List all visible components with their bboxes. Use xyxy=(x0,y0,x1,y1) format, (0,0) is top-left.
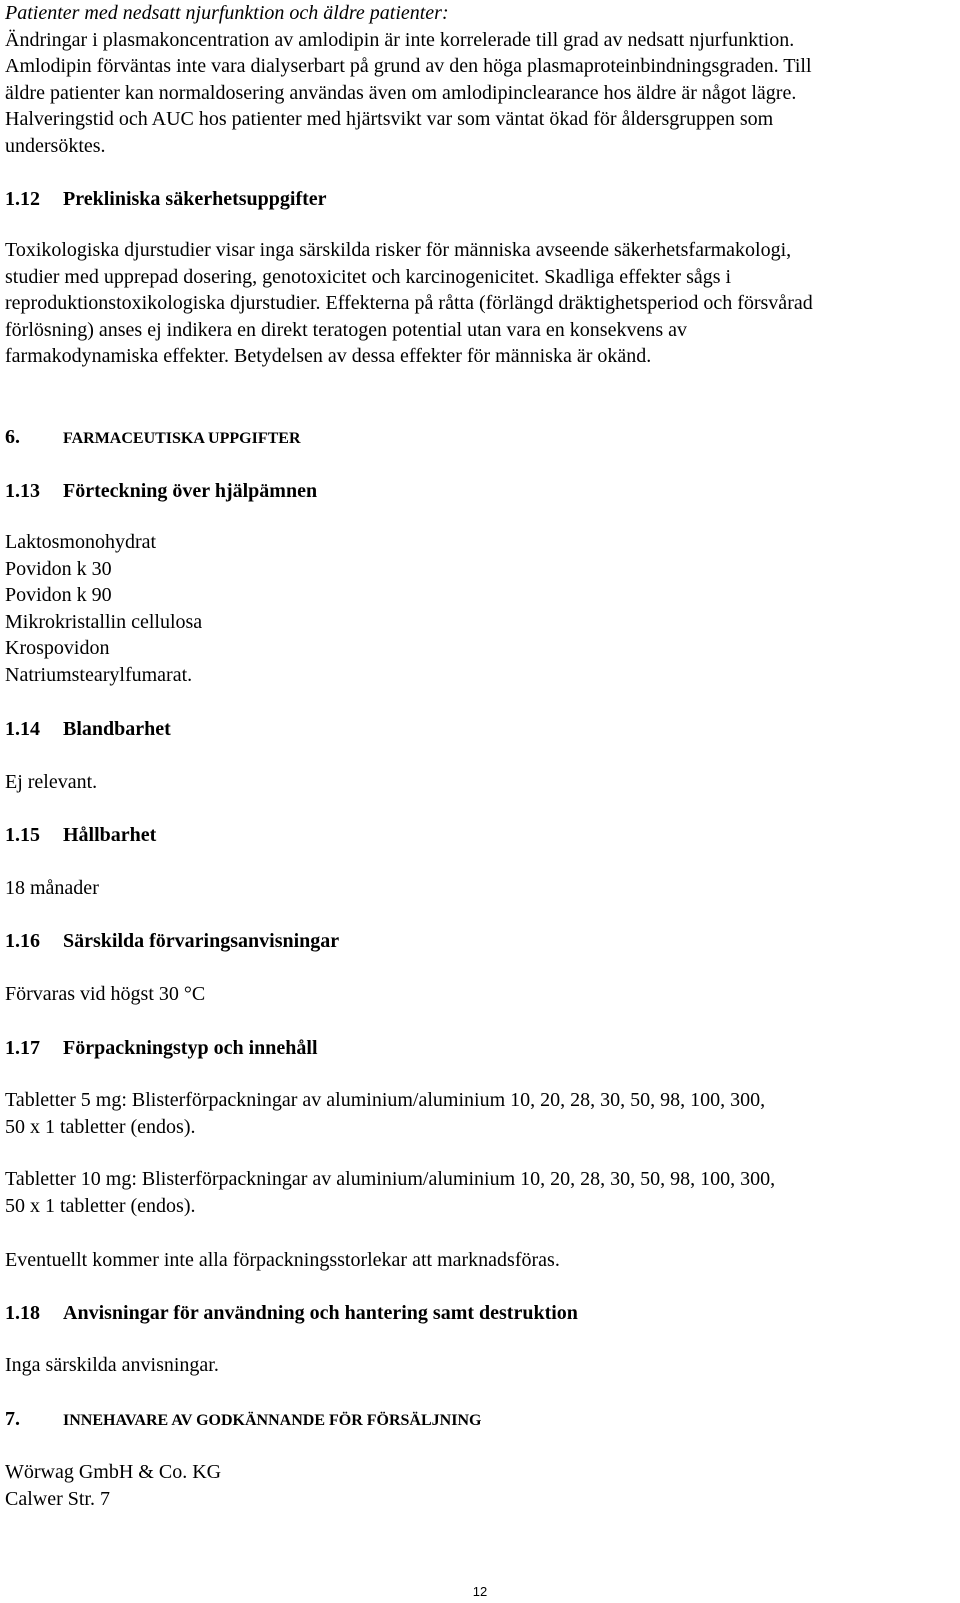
section-number: 1.15 xyxy=(5,824,40,846)
section-number: 1.17 xyxy=(5,1037,40,1059)
handling-text: Inga särskilda anvisningar. xyxy=(5,1354,219,1376)
section-number: 1.12 xyxy=(5,188,40,210)
section-title: FARMACEUTISKA UPPGIFTER xyxy=(63,430,301,447)
intro-line: Ändringar i plasmakoncentration av amlodipin är inte korrelerade till grad av nedsatt njurfunktion. xyxy=(5,28,795,51)
holder-address xyxy=(5,1459,221,1512)
incompatibilities-text: Ej relevant. xyxy=(5,771,98,793)
text-line: Tabletter 10 mg: Blisterförpackningar av aluminium/aluminium 10, 20, 28, 30, 50, 98, 100, 300, xyxy=(5,1168,776,1190)
intro-line: Halveringstid och AUC hos patienter med hjärtsvikt var som väntat ökad för åldersgruppen som xyxy=(5,108,774,130)
text-line: 50 x 1 tabletter (endos). xyxy=(5,1194,196,1217)
section-title: Blandbarhet xyxy=(63,718,171,740)
section-heading-packaging xyxy=(5,1035,318,1061)
text-line: studier med upprepad dosering, genotoxicitet och karcinogenicitet. Skadliga effekter sågs i xyxy=(5,265,732,288)
section-heading-shelf-life xyxy=(5,822,156,848)
text-line: Tabletter 5 mg: Blisterförpackningar av aluminium/aluminium 10, 20, 28, 30, 50, 98, 100, 300, xyxy=(5,1089,766,1111)
intro-line: Amlodipin förväntas inte vara dialyserbart på grund av den höga plasmaproteinbindningsgraden. Till xyxy=(5,55,812,77)
packaging-note: Eventuellt kommer inte alla förpackningsstorlekar att marknadsföras. xyxy=(5,1249,560,1271)
list-item: Mikrokristallin cellulosa xyxy=(5,610,203,633)
section-number: 1.18 xyxy=(5,1302,40,1324)
section-title: Prekliniska säkerhetsuppgifter xyxy=(63,188,327,210)
intro-block xyxy=(5,0,812,159)
section-number: 6. xyxy=(5,426,20,448)
section-heading-storage xyxy=(5,928,339,954)
list-item: Povidon k 90 xyxy=(5,584,112,606)
list-item: Povidon k 30 xyxy=(5,557,112,580)
intro-line: undersöktes. xyxy=(5,134,106,157)
intro-line: äldre patienter kan normaldosering användas även om amlodipinclearance hos äldre är något lägre. xyxy=(5,81,797,104)
text-line: Toxikologiska djurstudier visar inga särskilda risker för människa avseende säkerhetsfarmakologi, xyxy=(5,239,792,261)
storage-text: Förvaras vid högst 30 °C xyxy=(5,983,206,1005)
packaging-5mg xyxy=(5,1087,765,1140)
section-title: Förteckning över hjälpämnen xyxy=(63,480,318,502)
section-number: 7. xyxy=(5,1408,20,1430)
section-heading-handling xyxy=(5,1300,578,1326)
section-title: Anvisningar för användning och hantering samt destruktion xyxy=(63,1302,578,1324)
list-item: Laktosmonohydrat xyxy=(5,531,157,553)
list-item: Natriumstearylfumarat. xyxy=(5,663,193,686)
section-heading-preclinical xyxy=(5,186,327,212)
address-line: Calwer Str. 7 xyxy=(5,1487,110,1510)
page-number: 12 xyxy=(472,1584,488,1599)
list-item: Krospovidon xyxy=(5,637,110,659)
address-line: Wörwag GmbH & Co. KG xyxy=(5,1461,222,1483)
text-line: förlösning) anses ej indikera en direkt teratogen potential utan vara en konsekvens av xyxy=(5,318,687,341)
packaging-10mg xyxy=(5,1166,775,1219)
section-heading-pharmaceutical xyxy=(5,424,301,452)
section-heading-excipients xyxy=(5,478,317,504)
section-title: Förpackningstyp och innehåll xyxy=(63,1037,318,1059)
section-heading-marketing-holder xyxy=(5,1406,481,1434)
section-number: 1.14 xyxy=(5,718,40,740)
text-line: reproduktionstoxikologiska djurstudier. Effekterna på råtta (förlängd dräktighetsperiod och försvårad xyxy=(5,292,813,314)
section-title: Särskilda förvaringsanvisningar xyxy=(63,930,340,952)
intro-title: Patienter med nedsatt njurfunktion och äldre patienter: xyxy=(5,2,449,24)
section-title: INNEHAVARE AV GODKÄNNANDE FÖR FÖRSÄLJNING xyxy=(63,1412,482,1429)
excipient-list xyxy=(5,529,202,688)
section-number: 1.13 xyxy=(5,480,40,502)
section-number: 1.16 xyxy=(5,930,40,952)
section-heading-incompatibilities xyxy=(5,716,171,742)
text-line: farmakodynamiska effekter. Betydelsen av dessa effekter för människa är okänd. xyxy=(5,345,652,367)
preclinical-text xyxy=(5,237,813,370)
shelf-life-text: 18 månader xyxy=(5,877,99,899)
text-line: 50 x 1 tabletter (endos). xyxy=(5,1115,196,1138)
section-title: Hållbarhet xyxy=(63,824,157,846)
